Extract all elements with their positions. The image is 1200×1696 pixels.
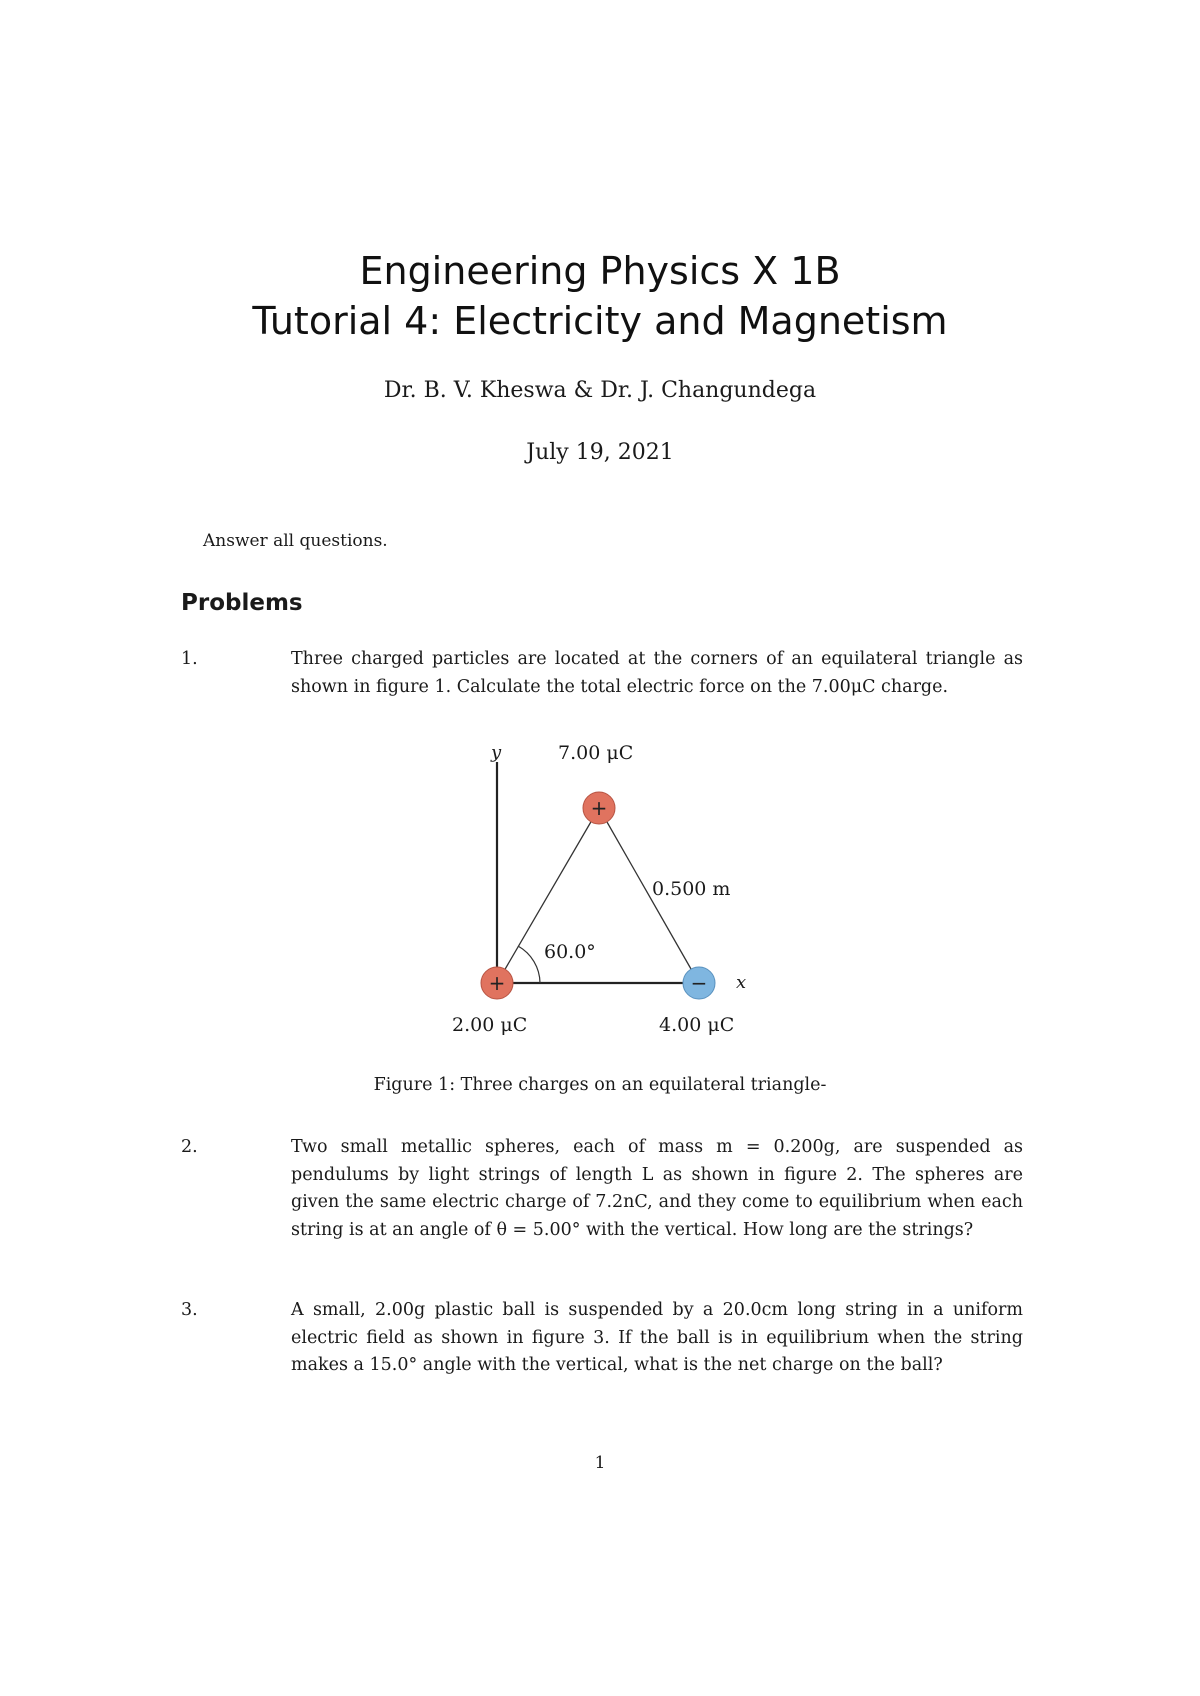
angle-label: 60.0° xyxy=(544,941,596,963)
right-charge xyxy=(683,967,715,999)
left-charge-sign: + xyxy=(488,971,506,995)
date: July 19, 2021 xyxy=(526,440,674,465)
problem-text: Three charged particles are located at the corners of an equilateral triangle as shown in figure 1. Calculate the total electric force on the 7.00μC charge. xyxy=(291,649,1023,697)
top-charge-label: 7.00 μC xyxy=(558,742,634,764)
right-charge-sign: − xyxy=(690,971,708,995)
figure-caption: Figure 1: Three charges on an equilateral triangle- xyxy=(373,1075,827,1095)
section-heading: Problems xyxy=(181,590,303,616)
problem-3 xyxy=(181,1297,1023,1380)
document-title xyxy=(0,246,1200,346)
title-line-2: Tutorial 4: Electricity and Magnetism xyxy=(252,299,948,343)
left-charge-label: 2.00 μC xyxy=(452,1014,528,1036)
angle-arc xyxy=(518,946,540,983)
x-axis-label: x xyxy=(736,972,747,993)
problem-number: 1. xyxy=(181,649,198,669)
problem-number: 3. xyxy=(181,1300,198,1320)
problem-2 xyxy=(181,1134,1023,1244)
figure-1 xyxy=(420,742,780,1048)
right-charge-label: 4.00 μC xyxy=(659,1014,735,1036)
top-charge-sign: + xyxy=(590,796,608,820)
instructions: Answer all questions. xyxy=(203,531,388,551)
page-number: 1 xyxy=(594,1453,606,1473)
y-axis-label: y xyxy=(491,742,502,763)
problem-number: 2. xyxy=(181,1137,198,1157)
side-length-label: 0.500 m xyxy=(652,878,731,900)
left-charge xyxy=(481,967,513,999)
authors: Dr. B. V. Kheswa & Dr. J. Changundega xyxy=(383,378,817,403)
title-line-1: Engineering Physics X 1B xyxy=(359,249,841,293)
top-charge xyxy=(583,792,615,824)
problem-1 xyxy=(181,646,1023,701)
problem-text: Two small metallic spheres, each of mass m = 0.200g, are suspended as pendulums by light strings of length L as shown in figure 2. The spheres are given the same electric charge of 7.2nC, and they come to equilibrium when each string is at an angle of θ = 5.00° with the vertical. How long are the strings? xyxy=(291,1137,1023,1240)
problem-text: A small, 2.00g plastic ball is suspended by a 20.0cm long string in a uniform electric field as shown in figure 3. If the ball is in equilibrium when the string makes a 15.0° angle with the vertical, what is the net charge on the ball? xyxy=(291,1300,1023,1375)
